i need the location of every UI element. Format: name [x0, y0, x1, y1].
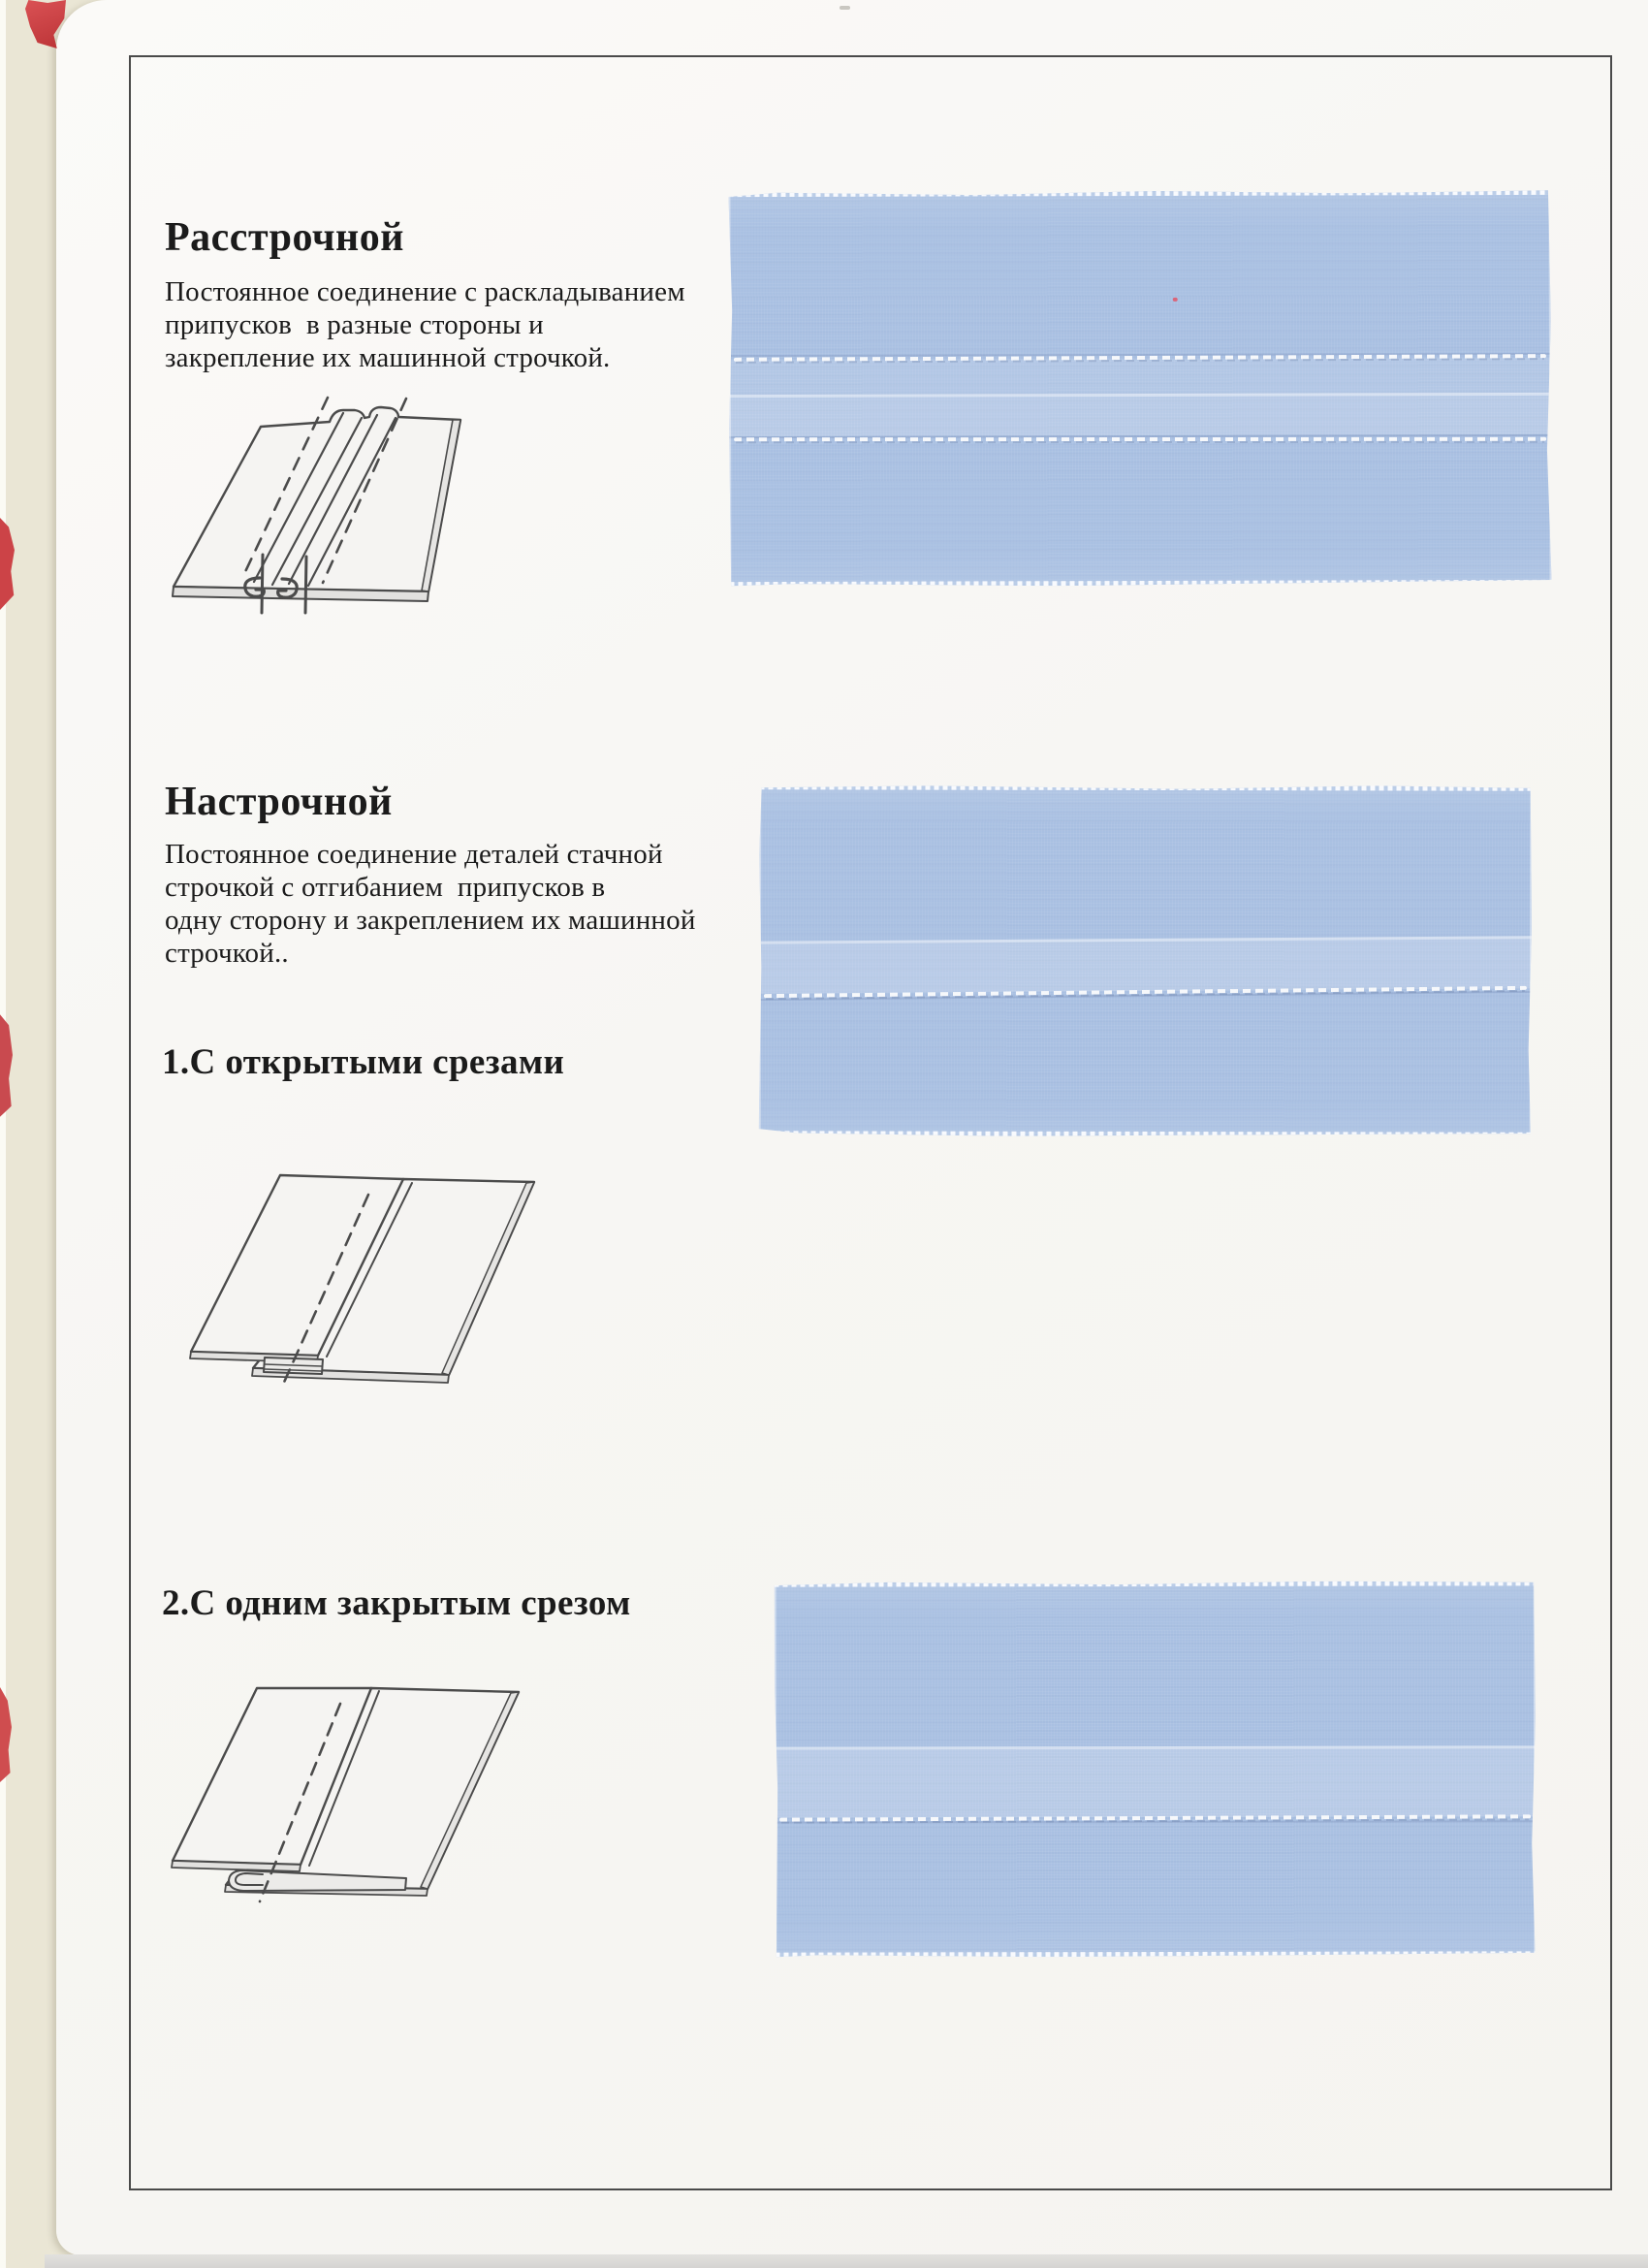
- section-description-rasstrochnoy: [165, 275, 685, 374]
- scan-bottom-strip: [45, 2254, 1648, 2268]
- seam-allowance-band: [759, 939, 1532, 994]
- seam-allowance-band: [729, 358, 1551, 396]
- description-line: строчкой..: [165, 938, 289, 969]
- description-line: Постоянное соединение с раскладыванием: [165, 276, 685, 307]
- lapped-seam-closed-edge-sketch: [168, 1679, 522, 1907]
- section-title-rasstrochnoy: Расстрочной: [165, 215, 404, 260]
- seam-allowance-band: [775, 1748, 1536, 1817]
- scan-speck: [840, 6, 850, 10]
- stitch-line: [734, 437, 1546, 441]
- red-edge-artifact: [0, 1012, 13, 1119]
- section-marker-line: [305, 557, 306, 613]
- fabric-swatch-one-stitch-row-folded: [775, 1581, 1537, 1957]
- subsection-title-open-edges: 1.С открытыми срезами: [162, 1042, 565, 1082]
- section-marker-line: [262, 555, 263, 613]
- fabric-swatch-one-stitch-row: [759, 784, 1533, 1136]
- subsection-title-closed-edge: 2.С одним закрытым срезом: [162, 1583, 631, 1623]
- lapped-seam-open-edges-sketch: [168, 1167, 541, 1400]
- description-line: закрепление их машинной строчкой.: [165, 342, 611, 373]
- red-edge-artifact: [0, 518, 15, 610]
- fabric-swatch-two-stitch-rows: [728, 190, 1551, 587]
- section-description-nastrochnoy: [165, 838, 696, 970]
- red-thread-speck: [1173, 298, 1178, 302]
- scan-left-white-sliver: [0, 0, 6, 2268]
- pressed-open-seam-sketch: [165, 392, 470, 617]
- section-title-nastrochnoy: Настрочной: [165, 780, 393, 824]
- seam-allowance-band: [729, 396, 1551, 436]
- description-line: Постоянное соединение деталей стачной: [165, 839, 663, 870]
- red-edge-artifact: [0, 1687, 12, 1782]
- description-line: припусков в разные стороны и: [165, 309, 544, 340]
- description-line: строчкой с отгибанием припусков в: [165, 872, 606, 903]
- description-line: одну сторону и закреплением их машинной: [165, 905, 696, 936]
